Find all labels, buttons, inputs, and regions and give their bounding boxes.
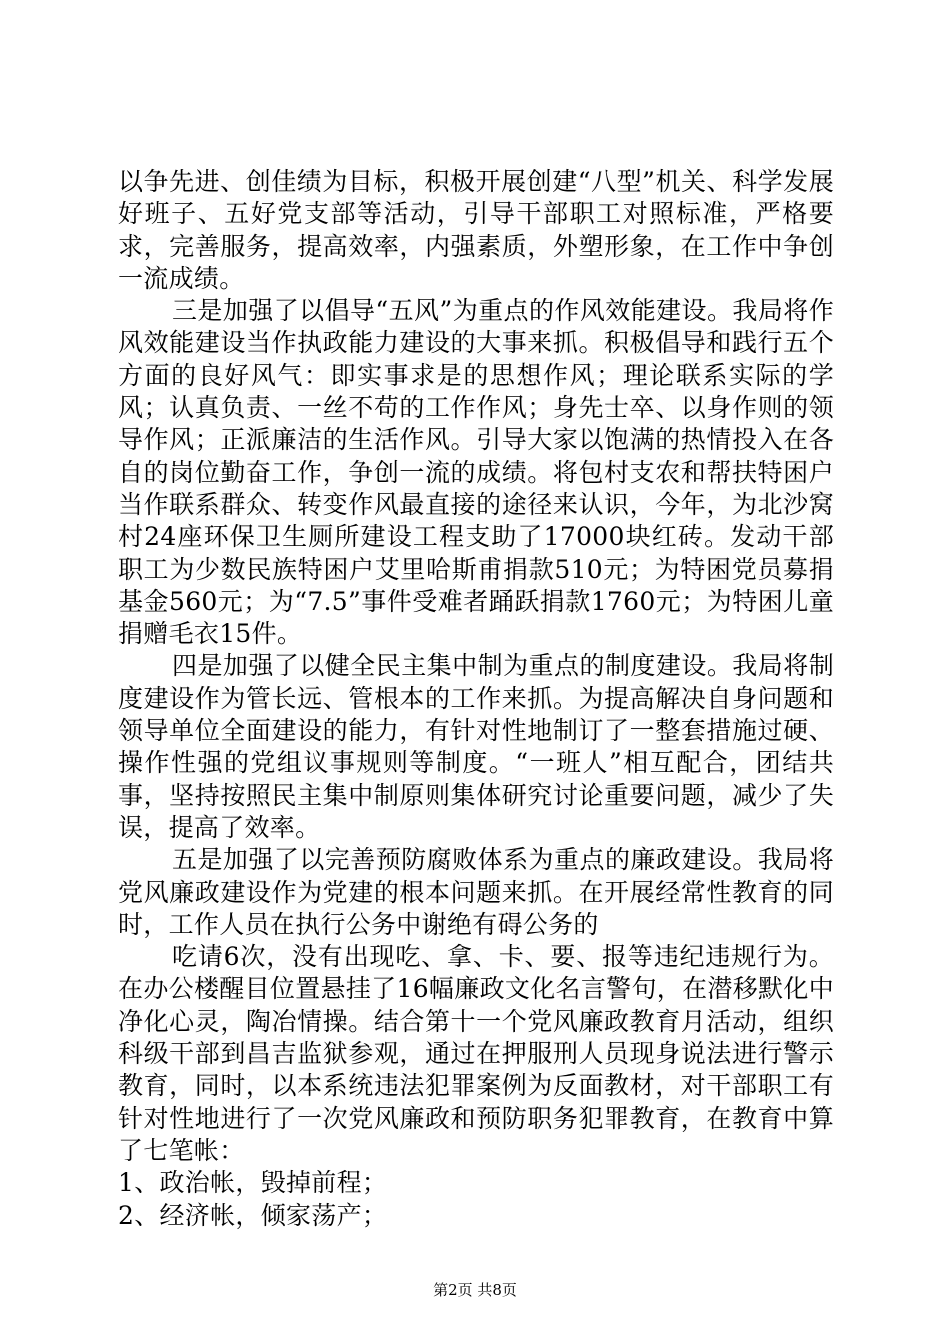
document-body: [118, 166, 834, 1232]
paragraph: 五是加强了以完善预防腐败体系为重点的廉政建设。我局将党风廉政建设作为党建的根本问题来抓。在开展经常性教育的同时，工作人员在执行公务中谢绝有碍公务的: [118, 845, 834, 939]
list-item: 1、政治帐，毁掉前程；: [118, 1168, 388, 1198]
list-item: 2、经济帐，倾家荡产；: [118, 1200, 388, 1230]
page-footer: 第2页 共8页: [433, 1281, 517, 1299]
paragraph: 三是加强了以倡导“五风”为重点的作风效能建设。我局将作风效能建设当作执政能力建设的大事来抓。积极倡导和践行五个方面的良好风气：即实事求是的思想作风；理论联系实际的学风；认真负责、一丝不苟的工作作风；身先士卒、以身作则的领导作风；正派廉洁的生活作风。引导大家以饱满的热情投入在各自的岗位勤奋工作，争创一流的成绩。将包村支农和帮扶特困户当作联系群众、转变作风最直接的途径来认识，今年，为北沙窝村24座环保卫生厕所建设工程支助了17000块红砖。发动干部职工为少数民族特困户艾里哈斯甫捐款510元；为特困党员募捐基金560元；为“7.5”事件受难者踊跃捐款1760元；为特困儿童捐赠毛衣15件。: [118, 296, 834, 649]
paragraph: 以争先进、创佳绩为目标，积极开展创建“八型”机关、科学发展好班子、五好党支部等活动，引导干部职工对照标准，严格要求，完善服务，提高效率，内强素质，外塑形象，在工作中争创一流成绩。: [118, 167, 834, 293]
paragraph: 四是加强了以健全民主集中制为重点的制度建设。我局将制度建设作为管长远、管根本的工作来抓。为提高解决自身问题和领导单位全面建设的能力，有针对性地制订了一整套措施过硬、操作性强的党组议事规则等制度。“一班人”相互配合，团结共事，坚持按照民主集中制原则集体研究讨论重要问题，减少了失误，提高了效率。: [118, 651, 834, 842]
paragraph: 吃请6次，没有出现吃、拿、卡、要、报等违纪违规行为。在办公楼醒目位置悬挂了16幅廉政文化名言警句，在潜移默化中净化心灵，陶冶情操。结合第十一个党风廉政教育月活动，组织科级干部到昌吉监狱参观，通过在押服刑人员现身说法进行警示教育，同时，以本系统违法犯罪案例为反面教材，对干部职工有针对性地进行了一次党风廉政和预防职务犯罪教育，在教育中算了七笔帐：: [118, 942, 834, 1165]
